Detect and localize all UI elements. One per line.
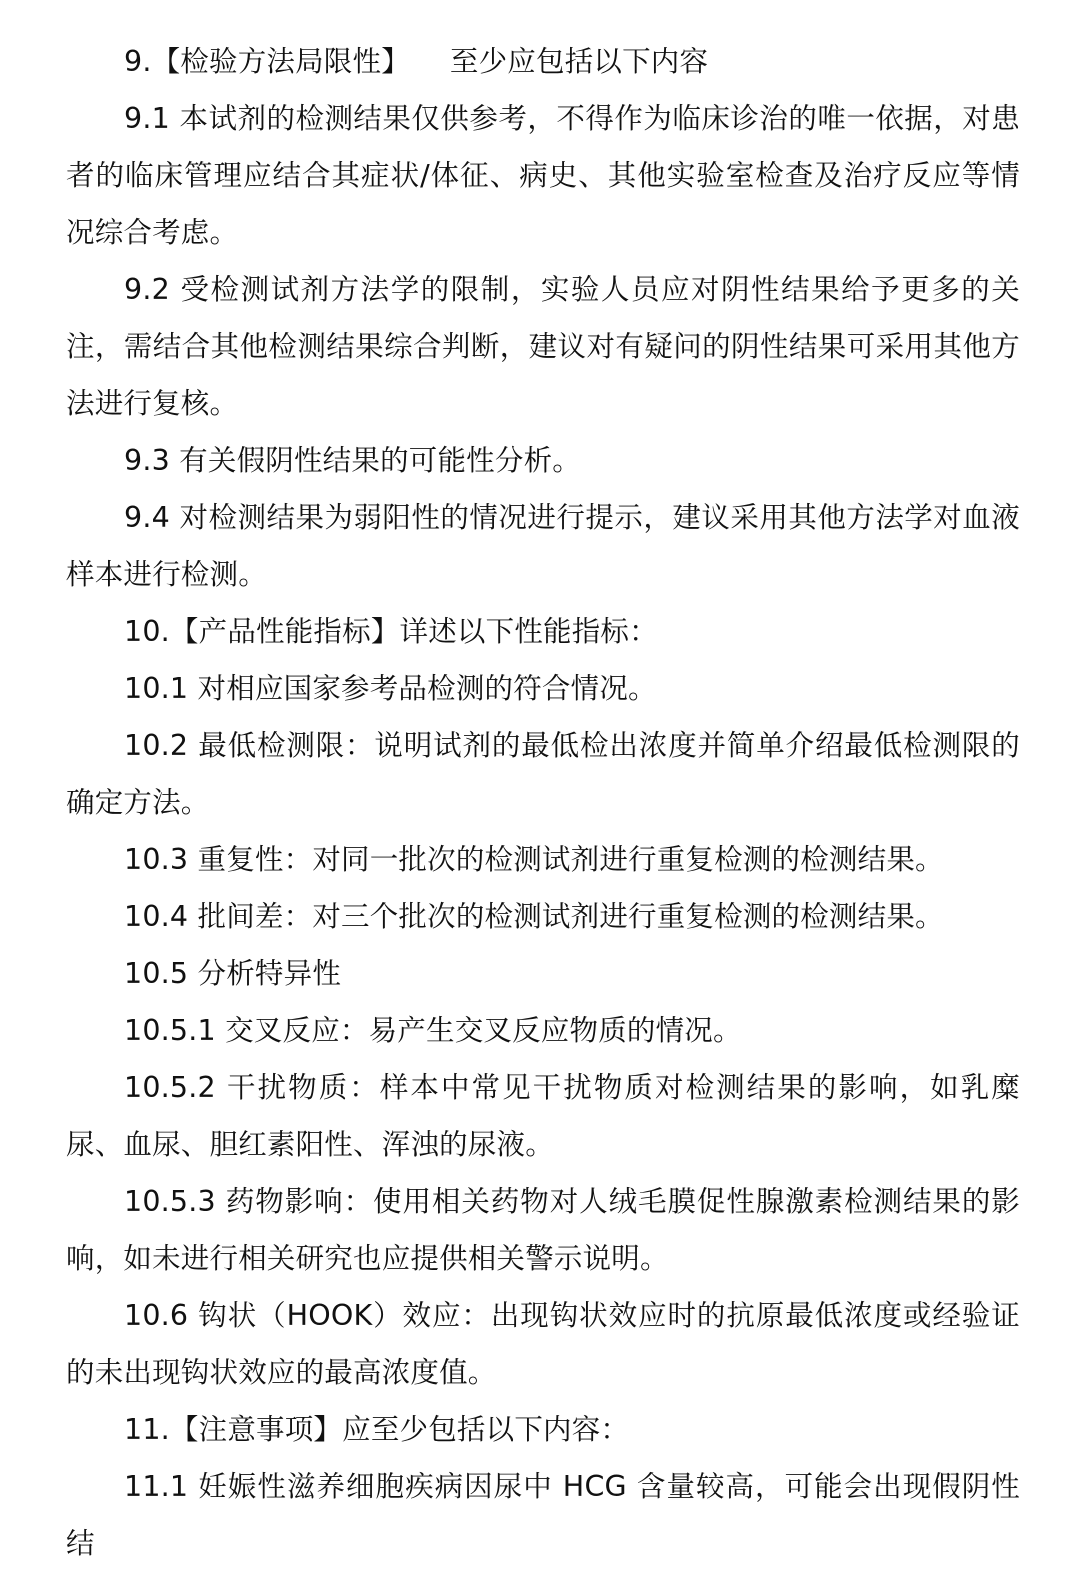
- paragraph-10-5-3: 10.5.3 药物影响：使用相关药物对人绒毛膜促性腺激素检测结果的影响，如未进行相关研究也应提供相关警示说明。: [66, 1185, 1020, 1275]
- paragraph-10-4: 10.4 批间差：对三个批次的检测试剂进行重复检测的检测结果。: [124, 900, 944, 933]
- paragraph-10-1: 10.1 对相应国家参考品检测的符合情况。: [124, 672, 657, 705]
- paragraph-10-6: 10.6 钩状（HOOK）效应：出现钩状效应时的抗原最低浓度或经验证的未出现钩状效应的最高浓度值。: [66, 1299, 1020, 1389]
- section-9-title: 9.【检验方法局限性】: [124, 45, 410, 78]
- paragraph-9-2: 9.2 受检测试剂方法学的限制，实验人员应对阴性结果给予更多的关注，需结合其他检测结果综合判断，建议对有疑问的阴性结果可采用其他方法进行复核。: [66, 273, 1020, 420]
- paragraph-11-1: 11.1 妊娠性滋养细胞疾病因尿中 HCG 含量较高，可能会出现假阴性结: [66, 1470, 1020, 1560]
- section-9-intro: 至少应包括以下内容: [449, 45, 709, 78]
- section-10-heading: 10.【产品性能指标】详述以下性能指标：: [124, 615, 658, 648]
- paragraph-10-3: 10.3 重复性：对同一批次的检测试剂进行重复检测的检测结果。: [124, 843, 944, 876]
- paragraph-10-5: 10.5 分析特异性: [124, 957, 342, 990]
- paragraph-9-1: 9.1 本试剂的检测结果仅供参考，不得作为临床诊治的唯一依据，对患者的临床管理应结合其症状/体征、病史、其他实验室检查及治疗反应等情况综合考虑。: [66, 102, 1020, 249]
- paragraph-10-2: 10.2 最低检测限：说明试剂的最低检出浓度并简单介绍最低检测限的确定方法。: [66, 729, 1020, 819]
- section-9-heading: [66, 33, 1020, 90]
- paragraph-10-5-2: 10.5.2 干扰物质：样本中常见干扰物质对检测结果的影响，如乳糜尿、血尿、胆红素阳性、浑浊的尿液。: [66, 1071, 1020, 1161]
- section-11-heading: 11.【注意事项】应至少包括以下内容：: [124, 1413, 630, 1446]
- paragraph-10-5-1: 10.5.1 交叉反应：易产生交叉反应物质的情况。: [124, 1014, 742, 1047]
- paragraph-9-3: 9.3 有关假阴性结果的可能性分析。: [124, 444, 581, 477]
- paragraph-9-4: 9.4 对检测结果为弱阳性的情况进行提示，建议采用其他方法学对血液样本进行检测。: [66, 501, 1020, 591]
